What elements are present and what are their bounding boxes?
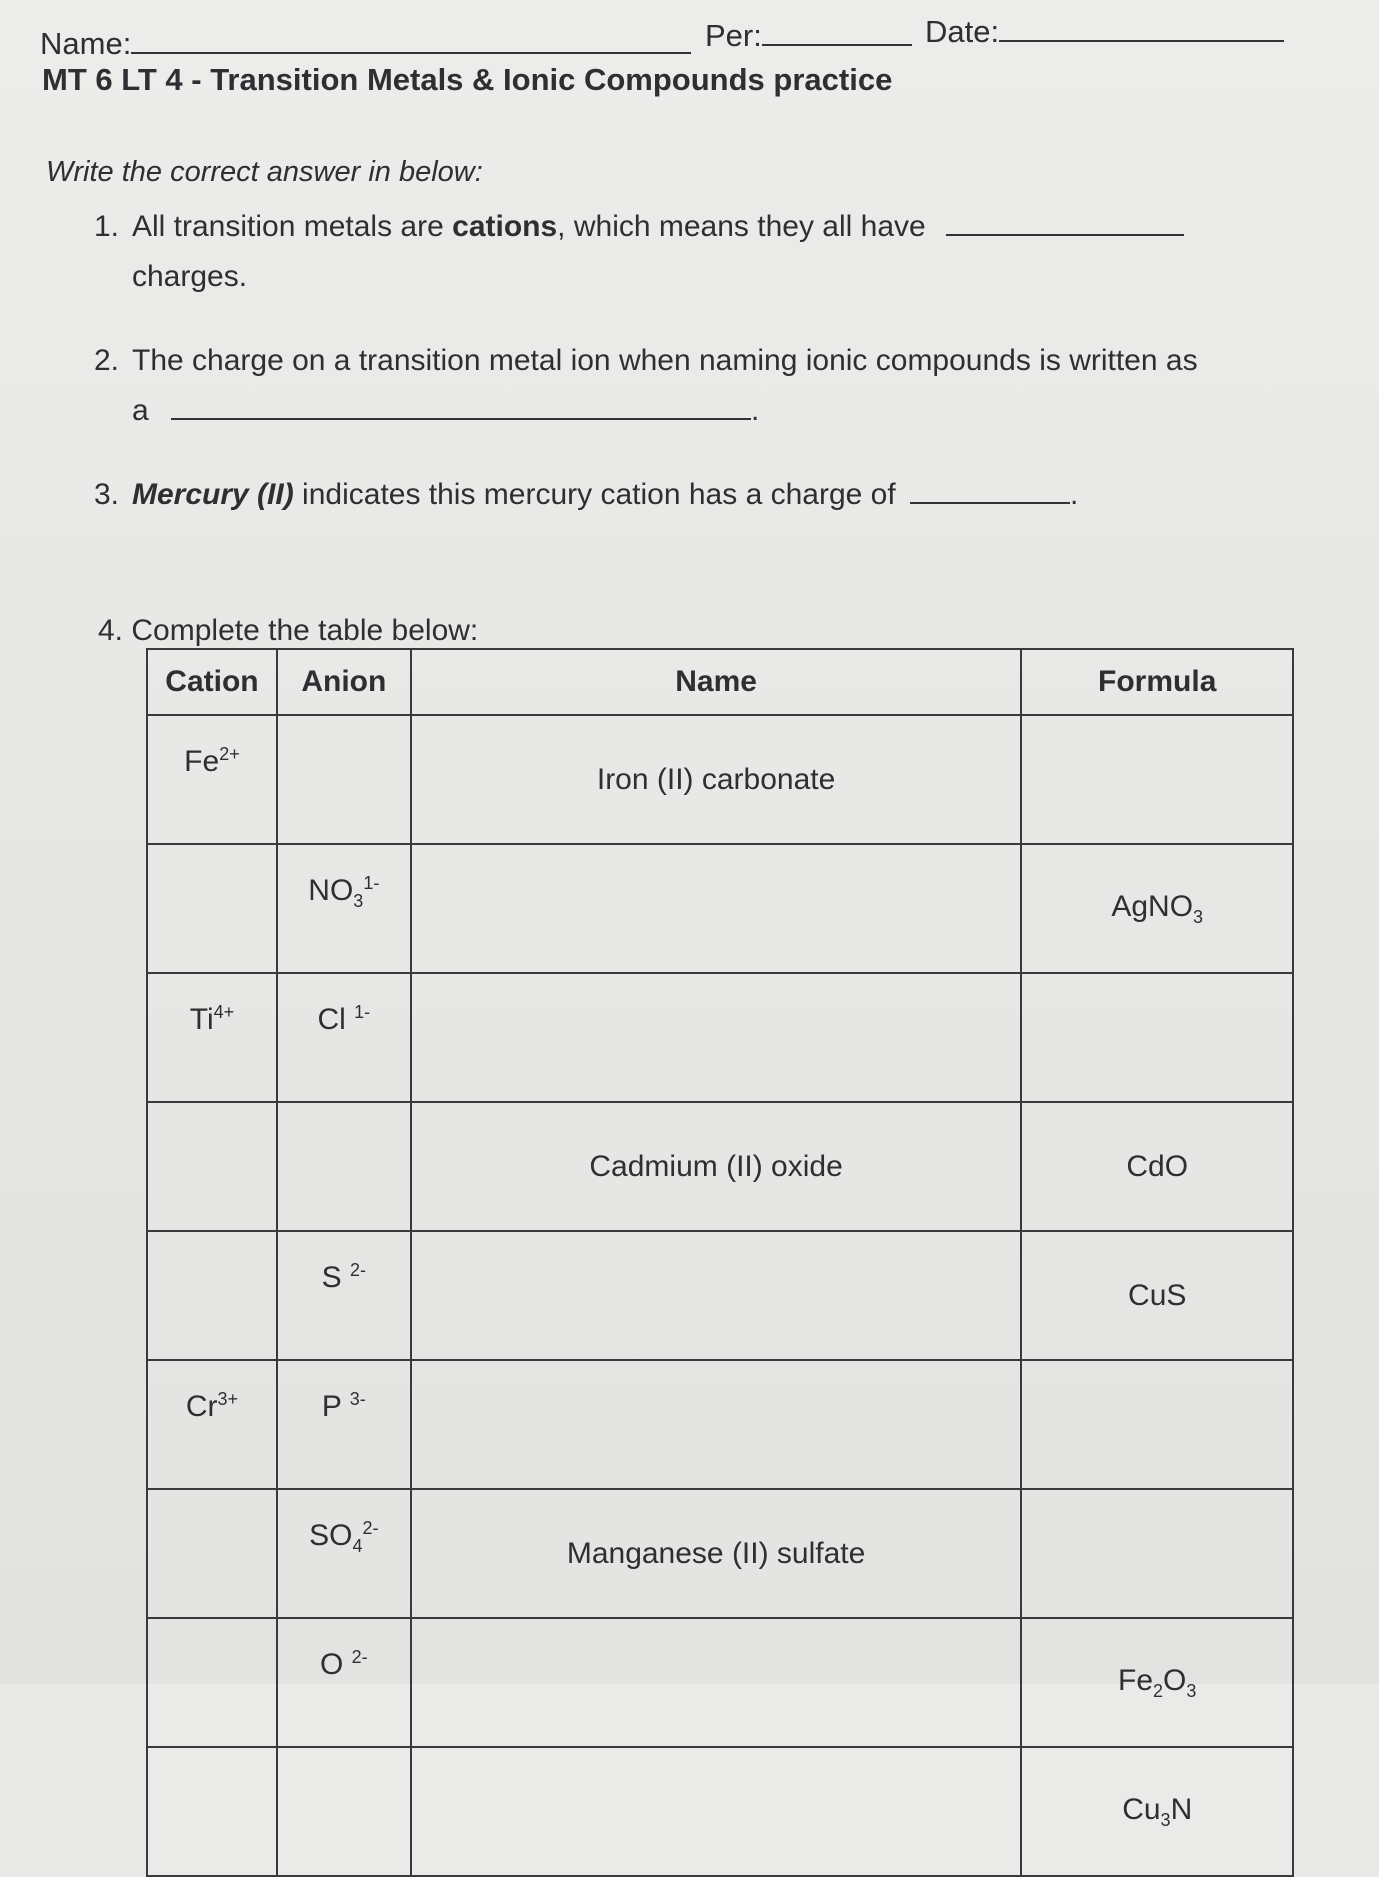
cell-name[interactable] [411,844,1022,973]
cell-formula [1021,1618,1293,1747]
cell-name[interactable] [411,1618,1022,1747]
answer-blank-3[interactable] [910,501,1070,504]
compound-name: Manganese (II) sulfate [566,1536,866,1570]
anion-symbol: O [319,1648,352,1681]
question-bold-text: cations [452,210,558,243]
anion-symbol: S [321,1261,350,1294]
question-text: indicates this mercury cation has a charge of [293,478,896,511]
anion-charge: 1- [354,1002,371,1022]
question-2 [94,336,1198,436]
header-row [40,14,1300,68]
cell-name[interactable] [411,1747,1022,1876]
anion-charge: 2- [362,1518,379,1538]
cell-formula[interactable] [1021,973,1293,1102]
cell-cation[interactable] [147,1489,277,1618]
question-number: 3. [94,478,120,511]
question-text: All transition metals are [132,210,453,243]
anion-charge: 1- [363,873,380,893]
table-row [147,973,1293,1102]
header-formula: Formula [1021,649,1293,715]
cell-name [411,1102,1022,1231]
cell-cation [147,973,277,1102]
table-row [147,1747,1293,1876]
cation-charge: 3+ [217,1389,239,1409]
question-text: charges. [132,260,248,293]
formula-text: AgNO [1111,889,1194,923]
formula-subscript: 3 [1186,1680,1197,1701]
table-row [147,715,1293,844]
cell-formula[interactable] [1021,1360,1293,1489]
table-row [147,1489,1293,1618]
compound-name: Iron (II) carbonate [596,762,836,796]
formula-subscript: 3 [1193,906,1204,927]
answer-blank-2[interactable] [171,417,751,420]
cation-symbol: Fe [184,745,220,778]
question-punct: . [751,394,760,427]
question-number: 4. [98,614,124,647]
per-label: Per: [705,18,762,53]
table-row [147,1360,1293,1489]
per-blank[interactable] [762,43,912,46]
cell-formula[interactable] [1021,715,1293,844]
anion-symbol: NO [308,874,354,907]
per-field [705,18,912,54]
cation-charge: 4+ [213,1002,235,1022]
anion-symbol: P [321,1390,350,1423]
question-text: a [132,394,149,427]
cell-name[interactable] [411,1360,1022,1489]
anion-charge: 2- [349,1260,366,1280]
date-field [925,14,1284,50]
question-4 [98,614,478,648]
cell-cation[interactable] [147,1747,277,1876]
anion-subscript: 3 [353,891,364,911]
question-bold-text: Mercury (II) [132,478,294,511]
date-blank[interactable] [999,39,1284,42]
cell-anion [277,973,411,1102]
question-number: 1. [94,210,120,243]
cell-name[interactable] [411,1231,1022,1360]
question-3 [94,470,1078,520]
compound-name: Cadmium (II) oxide [589,1149,843,1183]
formula-text: N [1170,1792,1193,1826]
table-row [147,1102,1293,1231]
formula-subscript: 2 [1153,1680,1164,1701]
question-text: Complete the table below: [131,614,479,647]
header-cation: Cation [147,649,277,715]
cell-name[interactable] [411,973,1022,1102]
formula-subscript: 3 [1160,1809,1171,1830]
table-row [147,1618,1293,1747]
header-anion: Anion [277,649,411,715]
table-body [147,715,1293,1876]
table-header-row [147,649,1293,715]
cation-charge: 2+ [219,744,240,764]
cell-cation[interactable] [147,1618,277,1747]
question-text: , which means they all have [557,210,926,243]
cell-anion [277,1360,411,1489]
formula-text: O [1163,1663,1187,1697]
name-field [40,26,691,62]
cell-formula [1021,1102,1293,1231]
answer-blank-1[interactable] [946,233,1184,236]
cell-name [411,715,1022,844]
table-row [147,844,1293,973]
name-label: Name: [40,26,132,61]
cell-formula[interactable] [1021,1489,1293,1618]
date-label: Date: [925,14,1000,49]
instructions: Write the correct answer in below: [46,156,483,188]
cell-cation [147,715,277,844]
table-row [147,1231,1293,1360]
page-title: MT 6 LT 4 - Transition Metals & Ionic Compounds practice [42,62,893,97]
anion-symbol: SO [309,1519,353,1552]
cell-anion [277,1618,411,1747]
formula-text: CuS [1128,1278,1187,1312]
cell-formula [1021,1231,1293,1360]
anion-charge: 2- [351,1647,368,1667]
cell-anion[interactable] [277,715,411,844]
cell-cation[interactable] [147,1231,277,1360]
cell-cation [147,1360,277,1489]
anion-charge: 3- [349,1389,366,1409]
cell-cation[interactable] [147,844,277,973]
cell-anion [277,1489,411,1618]
cation-symbol: Cr [185,1390,218,1423]
cell-anion[interactable] [277,1747,411,1876]
question-punct: . [1070,478,1079,511]
question-1 [94,202,1184,302]
anion-symbol: Cl [317,1003,355,1036]
cell-cation[interactable] [147,1102,277,1231]
cation-symbol: Ti [189,1003,214,1036]
cell-formula [1021,1747,1293,1876]
formula-text: CdO [1126,1149,1189,1183]
question-number: 2. [94,344,120,377]
formula-text: Fe [1118,1663,1154,1697]
cell-formula [1021,844,1293,973]
question-2-line-2 [94,386,1198,436]
question-text: The charge on a transition metal ion when naming ionic compounds is written as [132,344,1198,377]
cell-anion [277,844,411,973]
anion-subscript: 4 [352,1536,363,1556]
cell-anion[interactable] [277,1102,411,1231]
header-name: Name [411,649,1022,715]
name-blank[interactable] [131,51,691,54]
cell-name [411,1489,1022,1618]
cell-anion [277,1231,411,1360]
formula-text: Cu [1122,1792,1161,1826]
ionic-compounds-table [146,648,1294,1877]
